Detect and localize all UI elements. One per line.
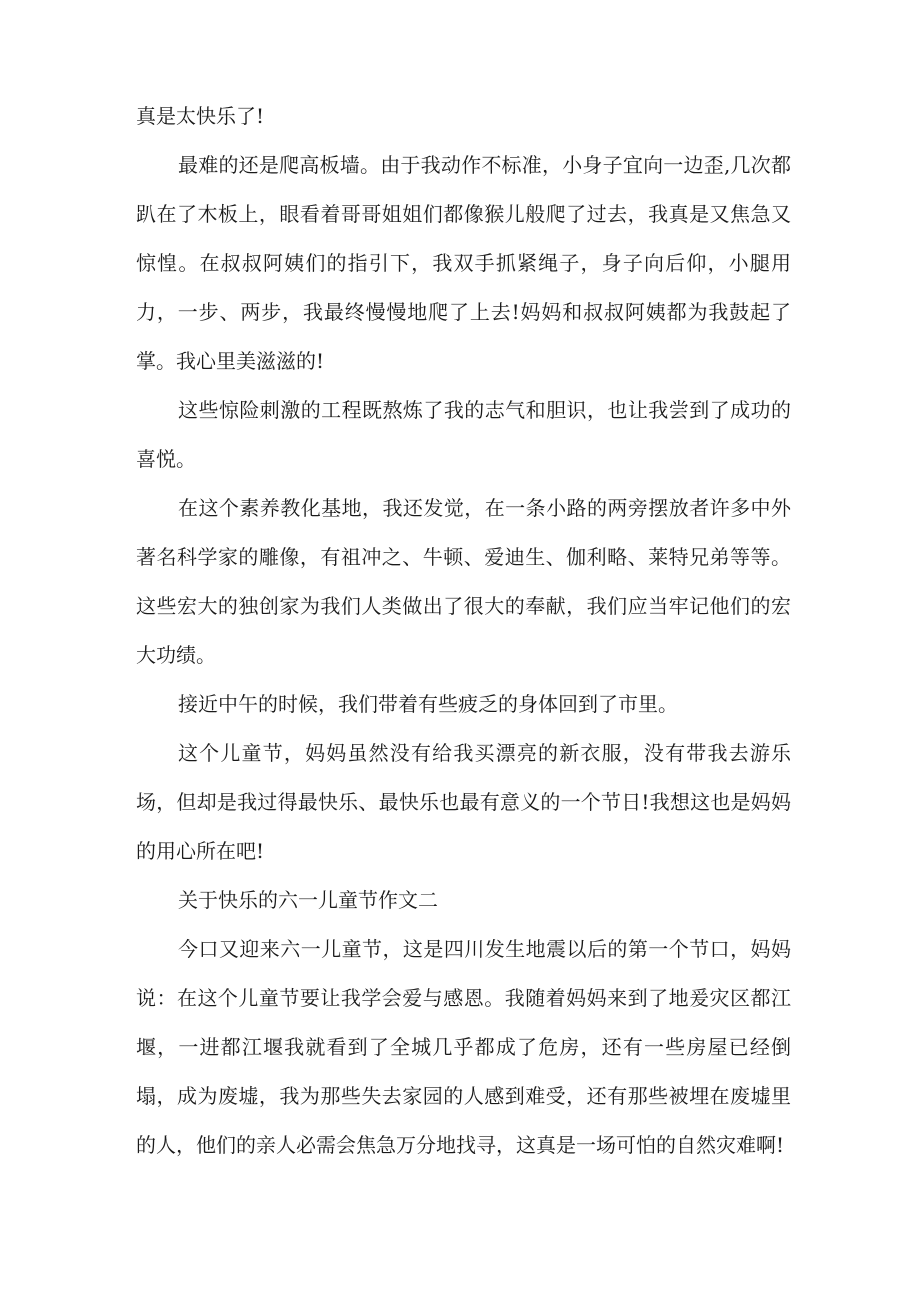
paragraph-climbing-wall: 最难的还是爬高板墙。由于我动作不标准，小身子宜向一边歪,几次都趴在了木板上，眼看着哥哥姐姐们都像猴儿般爬了过去，我真是又焦急又惊惶。在叔叔阿姨们的指引下，我双手抓紧绳子，身子向后仰，小腿用力，一步、两步，我最终慢慢地爬了上去!妈妈和叔叔阿姨都为我鼓起了掌。我心里美滋滋的! <box>136 153 791 373</box>
section-heading: 关于快乐的六一儿童节作文二 <box>178 888 438 912</box>
paragraph-scientists: 在这个素养教化基地，我还发觉，在一条小路的两旁摆放者许多中外著名科学家的雕像，有祖冲之、牛顿、爱迪生、伽利略、莱特兄弟等等。这些宏大的独创家为我们人类做出了很大的奉献，我们应当牢记他们的宏大功绩。 <box>136 496 791 667</box>
paragraph-continuation: 真是太快乐了! <box>136 104 265 128</box>
paragraph-earthquake: 今口又迎来六一儿童节，这是四川发生地震以后的第一个节口，妈妈说：在这个儿童节要让我学会爱与感恩。我随着妈妈来到了地爰灾区都江堰，一进都江堰我就看到了全城几乎都成了危房，还有一些房屋已经倒塌，成为废墟，我为那些失去家园的人感到难受，还有那些被埋在废墟里的人，他们的亲人必需会焦急万分地找寻，这真是一场可怕的自然灾难啊! <box>136 937 791 1157</box>
document-body <box>136 92 791 1170</box>
paragraph-courage: 这些惊险刺激的工程既熬炼了我的志气和胆识，也让我尝到了成功的喜悦。 <box>136 398 791 471</box>
paragraph-childrens-day: 这个儿童节，妈妈虽然没有给我买漂亮的新衣服，没有带我去游乐场，但却是我过得最快乐、最快乐也最有意义的一个节日!我想这也是妈妈的用心所在吧! <box>136 741 791 863</box>
paragraph-return: 接近中午的时候，我们带着有些疲乏的身体回到了市里。 <box>178 692 678 716</box>
